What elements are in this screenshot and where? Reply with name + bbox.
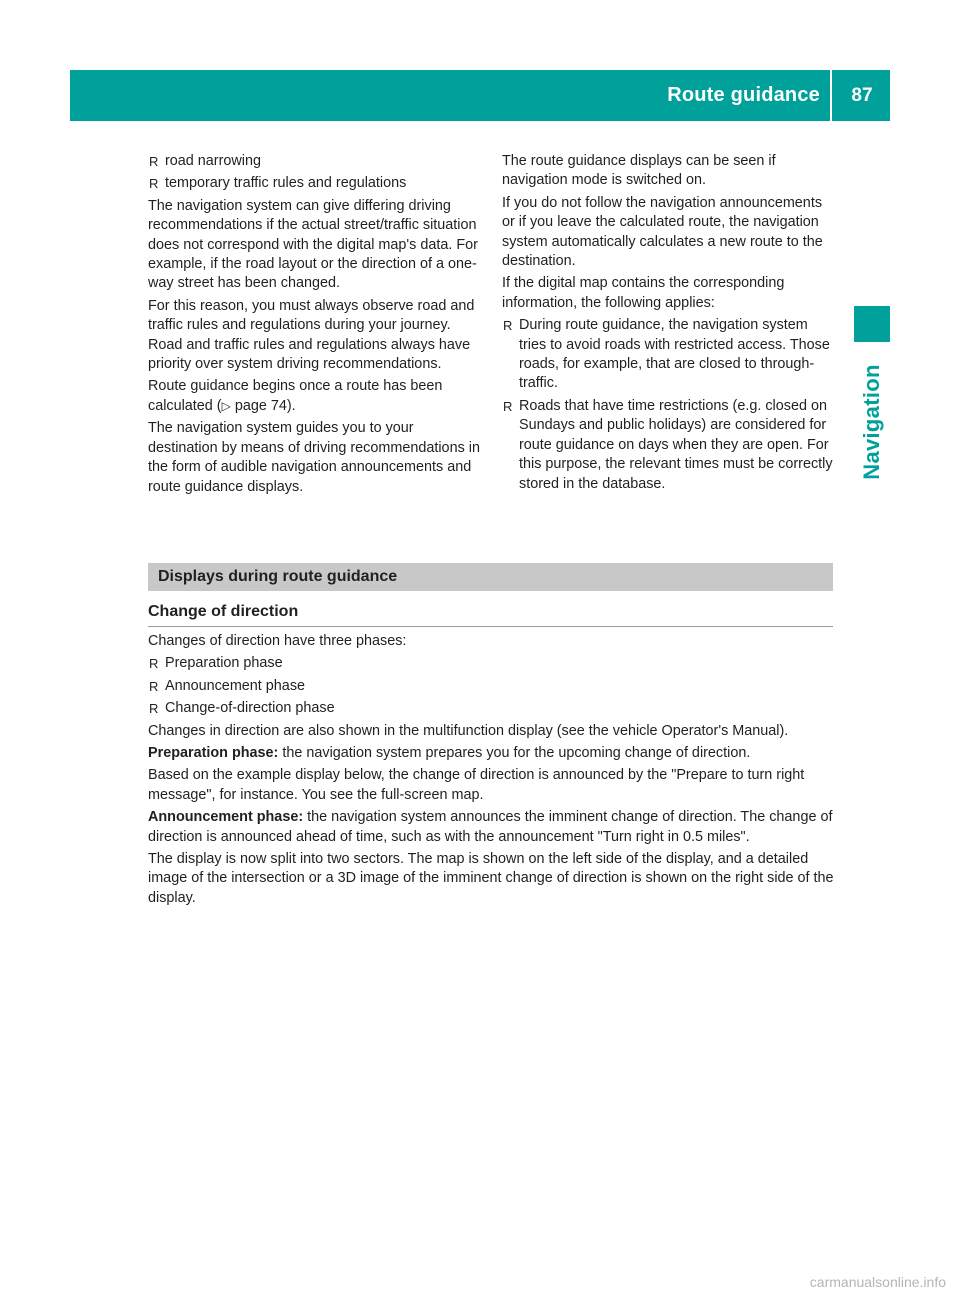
left-column <box>148 152 482 500</box>
list-item: R road narrowing <box>148 152 482 171</box>
paragraph-announcement: Announcement phase: the navigation system announces the imminent change of direction. The change of direction is announced ahead of time, such as with the announcement "Turn right in 0.5 miles". <box>148 809 833 845</box>
bullet-icon: R <box>149 176 159 192</box>
paragraph: The navigation system can give differing driving recommendations if the actual street/traffic situation does not correspond with the digital map's data. For example, if the road layout or the direction of a one-way street has been changed. <box>148 197 478 292</box>
paragraph: The navigation system guides you to your destination by means of driving recommendations in the form of audible navigation announcements and route guidance displays. <box>148 420 480 495</box>
side-tab-label: Navigation <box>859 364 884 480</box>
paragraph: The display is now split into two sectors. The map is shown on the left side of the display, and a detailed image of the intersection or a 3D image of the imminent change of direction is shown on the right side of the display. <box>148 851 834 906</box>
bullet-list-right <box>502 316 836 494</box>
section-title: Displays during route guidance <box>158 568 398 585</box>
header-bar <box>70 70 890 121</box>
paragraph: For this reason, you must always observe road and traffic rules and regulations during your journey. Road and traffic rules and regulations always have priority over system driving recommendations. <box>148 297 475 373</box>
main-body <box>148 632 836 911</box>
paragraph: Changes in direction are also shown in the multifunction display (see the vehicle Operator's Manual). <box>148 722 789 739</box>
announcement-label: Announcement phase: <box>148 809 304 826</box>
bullet-icon: R <box>149 678 159 694</box>
header-divider <box>830 70 832 121</box>
paragraph: Based on the example display below, the change of direction is announced by the "Prepare to turn right message", for instance. You see the full-screen map. <box>148 767 805 803</box>
bullet-icon: R <box>503 318 513 334</box>
preparation-label: Preparation phase: <box>148 745 279 762</box>
side-tab-marker <box>854 306 890 342</box>
right-column <box>502 152 836 497</box>
paragraph-preparation: Preparation phase: the navigation system prepares you for the upcoming change of direction. <box>148 745 751 762</box>
list-item: R temporary traffic rules and regulations <box>148 174 482 193</box>
section-heading-band <box>148 563 833 591</box>
header-title: Route guidance <box>667 84 820 106</box>
page-number: 87 <box>851 85 873 106</box>
list-item: R Preparation phase <box>148 654 836 673</box>
paragraph-intro: Changes of direction have three phases: <box>148 633 407 649</box>
subsection-title: Change of direction <box>148 601 833 627</box>
list-item: R Announcement phase <box>148 677 836 696</box>
bullet-icon: R <box>149 656 159 672</box>
paragraph: If the digital map contains the corresponding information, the following applies: <box>502 275 785 311</box>
paragraph: If you do not follow the navigation announcements or if you leave the calculated route, the navigation system automatically calculates a new route to the destination. <box>502 194 823 270</box>
bullet-icon: R <box>503 398 513 414</box>
phase-list <box>148 654 836 718</box>
paragraph-calculated: Route guidance begins once a route has been calculated (▷ page 74). <box>148 378 443 414</box>
footer-watermark: carmanualsonline.info <box>809 1274 946 1290</box>
paragraph: The route guidance displays can be seen if navigation mode is switched on. <box>502 153 776 189</box>
list-item: R Roads that have time restrictions (e.g. closed on Sundays and public holidays) are considered for route guidance on days when they are open. For this purpose, the relevant times must be correctly stored in the database. <box>503 397 833 492</box>
bullet-icon: R <box>149 701 159 717</box>
list-item: R Change-of-direction phase <box>148 699 836 718</box>
bullet-icon: R <box>149 154 159 169</box>
bullet-list-top <box>148 152 482 194</box>
page-reference-icon: ▷ <box>221 398 231 413</box>
page-reference-link[interactable]: page 74). <box>230 397 296 414</box>
list-item: R During route guidance, the navigation system tries to avoid roads with restricted access. Those roads, for example, that are closed to through-traffic. <box>503 317 830 392</box>
